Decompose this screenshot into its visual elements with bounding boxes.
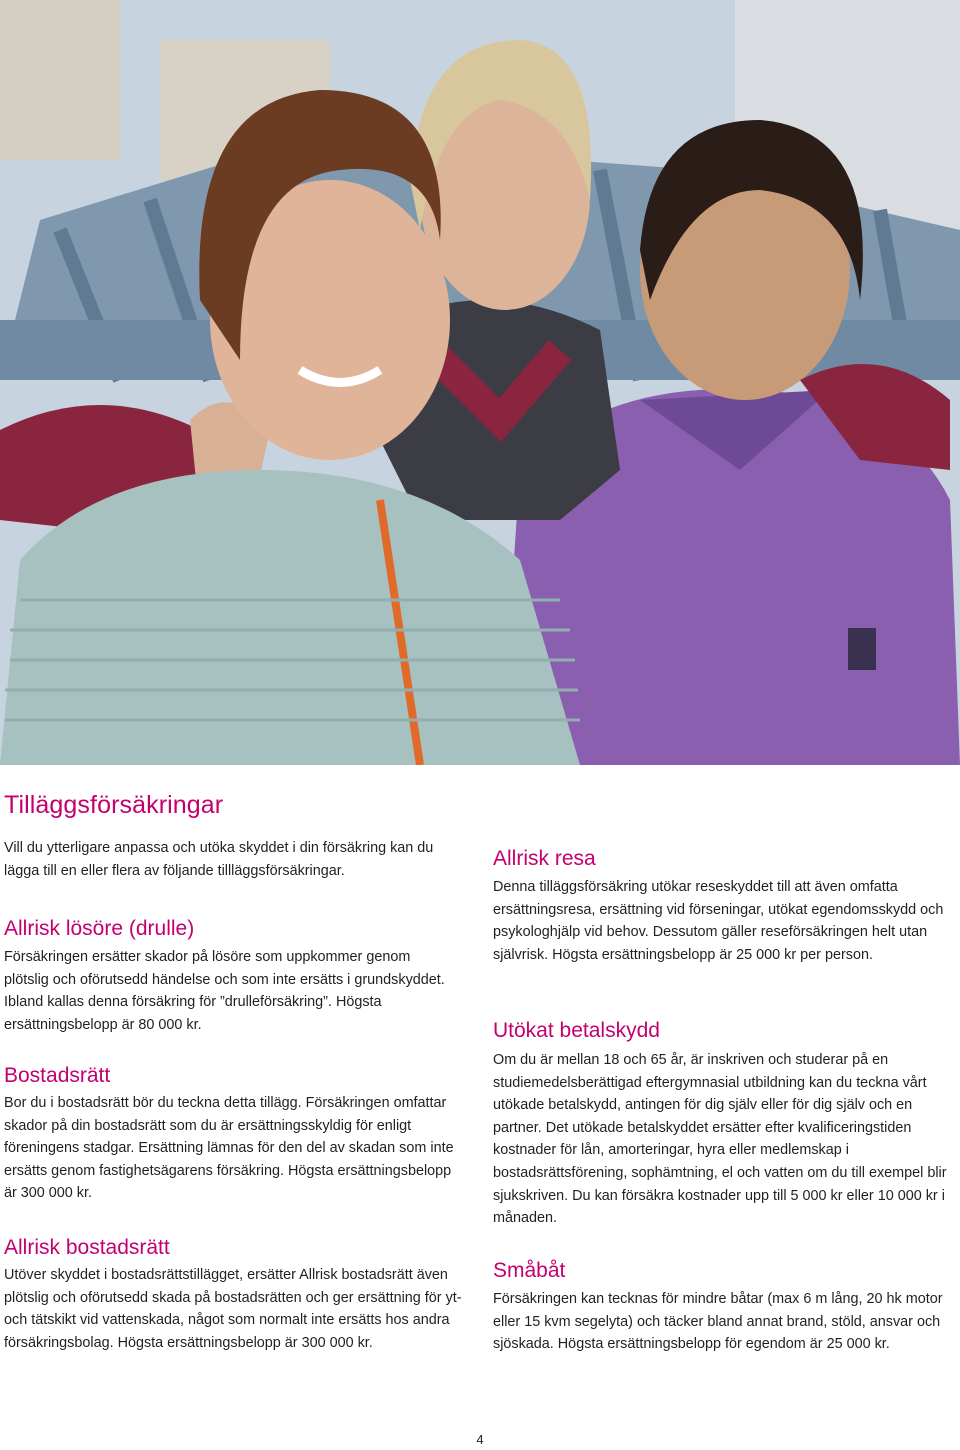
- section-heading-utokat-betalskydd: Utökat betalskydd: [493, 1019, 660, 1042]
- page-title: Tilläggsförsäkringar: [4, 791, 224, 819]
- section-body-bostadsratt: Bor du i bostadsrätt bör du teckna detta tillägg. Försäkringen omfattar skador på din bostadsrätt som du är ersättningsskyldig för enligt föreningens stadgar. Ersättning lämnas för den del av skadan som inte ersätts genom fastighetsägarens försäkring. Högsta ersättningsbelopp är 300 000 kr.: [4, 1095, 454, 1202]
- section-heading-allrisk-bostadsratt: Allrisk bostadsrätt: [4, 1236, 170, 1259]
- page-number: 4: [476, 1432, 484, 1447]
- section-body-utokat-betalskydd: Om du är mellan 18 och 65 år, är inskriven och studerar på en studiemedelsberättigad eftergymnasial utbildning kan du teckna vårt utökade betalskydd, antingen för dig själv eller för dig själv och en partner. Det utökade betalskyddet ersätter efter kvalificeringstiden kostnader för lån, amorteringar, hyra eller medlemskap i bostadsrättsförening, sophämtning, el och vatten om du till exempel blir sjukskriven. Du kan försäkra kostnader upp till 5 000 kr eller 10 000 kr i månaden.: [493, 1052, 947, 1227]
- section-body-allrisk-resa: Denna tilläggsförsäkring utökar reseskyddet till att även omfatta ersättningsresa, ersättning vid förseningar, utökat egendomsskydd och psykologhjälp vid behov. Dessutom gäller reseförsäkringen helt utan självrisk. Högsta ersättningsbelopp är 25 000 kr per person.: [493, 879, 944, 963]
- intro-paragraph: Vill du ytterligare anpassa och utöka skyddet i din försäkring kan du lägga till en eller flera av följande tillläggsförsäkringar.: [4, 840, 434, 879]
- section-heading-allrisk-losore: Allrisk lösöre (drulle): [4, 917, 195, 940]
- section-heading-bostadsratt: Bostadsrätt: [4, 1064, 111, 1087]
- section-body-smabat: Försäkringen kan tecknas för mindre båtar (max 6 m lång, 20 hk motor eller 15 kvm segelyta) och täcker bland annat brand, stöld, ansvar och sjöskada. Högsta ersättningsbelopp för egendom är 25 000 kr.: [493, 1291, 943, 1353]
- section-body-allrisk-bostadsratt: Utöver skyddet i bostadsrättstillägget, ersätter Allrisk bostadsrätt även plötslig och oförutsedd skada på bostadsrätten och ger ersättning för yt- och tätskikt vid vattenskada, något som normalt inte ersätts hos andra försäkringsbolag. Högsta ersättningsbelopp är 300 000 kr.: [4, 1267, 462, 1351]
- section-heading-smabat: Småbåt: [493, 1259, 566, 1282]
- section-heading-allrisk-resa: Allrisk resa: [493, 847, 596, 870]
- section-body-allrisk-losore: Försäkringen ersätter skador på lösöre som uppkommer genom plötslig och oförutsedd händelse och som inte ersätts i grundskyddet. Ibland kallas denna försäkring för ”drulleförsäkring”. Högsta ersättningsbelopp är 80 000 kr.: [4, 949, 445, 1033]
